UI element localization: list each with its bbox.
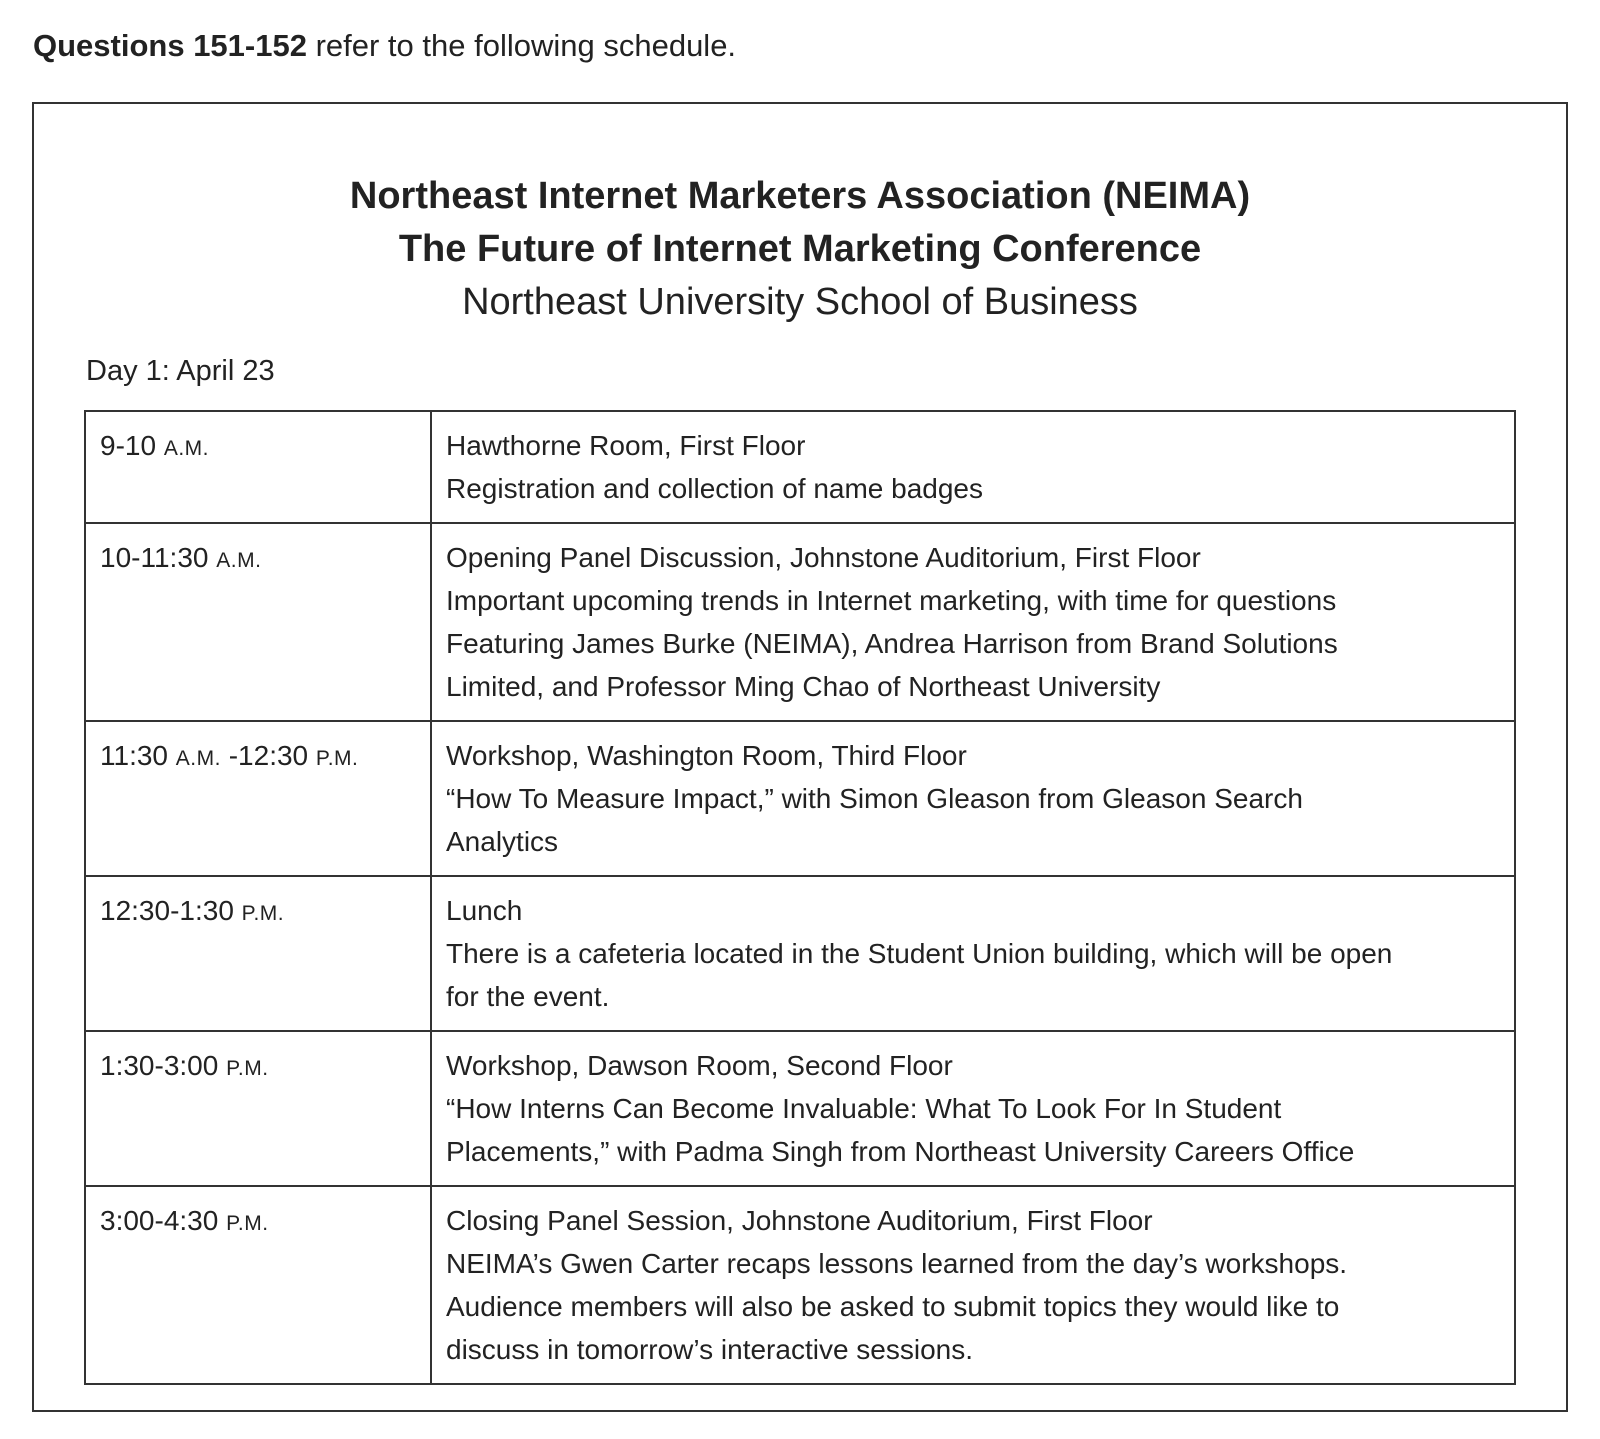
schedule-row [85, 876, 1515, 1031]
schedule-frame [32, 102, 1568, 1412]
time-value: 9-10 [100, 430, 157, 461]
schedule-row [85, 411, 1515, 523]
time-value: 1:30-3:00 [100, 1050, 219, 1081]
time-value: 12:30-1:30 [100, 895, 234, 926]
event-line: Audience members will also be asked to submit topics they would like to [446, 1291, 1340, 1322]
schedule-row [85, 1031, 1515, 1186]
schedule-row [85, 523, 1515, 721]
time-period: P.M. [226, 1057, 269, 1080]
time-period: A.M. [175, 747, 221, 770]
event-line: “How Interns Can Become Invaluable: What To Look For In Student [446, 1093, 1282, 1124]
event-cell [431, 411, 1515, 523]
time-value: -12:30 [228, 740, 309, 771]
time-cell [85, 876, 431, 1031]
event-line: Closing Panel Session, Johnstone Auditorium, First Floor [446, 1205, 1153, 1236]
event-line: Featuring James Burke (NEIMA), Andrea Harrison from Brand Solutions [446, 628, 1338, 659]
event-cell [431, 876, 1515, 1031]
time-value: 3:00-4:30 [100, 1205, 219, 1236]
question-intro-text: refer to the following schedule. [306, 28, 737, 63]
event-cell [431, 523, 1515, 721]
event-cell [431, 1031, 1515, 1186]
schedule-heading [34, 170, 1566, 329]
venue-title: Northeast University School of Business [462, 281, 1138, 323]
time-cell [85, 721, 431, 876]
event-line: Opening Panel Discussion, Johnstone Auditorium, First Floor [446, 542, 1201, 573]
time-cell [85, 1186, 431, 1384]
time-value: 10-11:30 [100, 542, 209, 573]
time-value: 11:30 [100, 740, 168, 771]
schedule-table [84, 410, 1516, 1385]
conference-title: The Future of Internet Marketing Conference [398, 228, 1202, 270]
event-cell [431, 721, 1515, 876]
schedule-row [85, 721, 1515, 876]
time-period: P.M. [315, 747, 359, 770]
day-label: Day 1: April 23 [86, 355, 275, 387]
organization-title: Northeast Internet Marketers Association (NEIMA) [349, 175, 1251, 217]
event-line: Lunch [446, 895, 523, 926]
time-period: A.M. [216, 549, 262, 572]
event-line: Limited, and Professor Ming Chao of Northeast University [446, 671, 1161, 702]
event-cell [431, 1186, 1515, 1384]
schedule-row [85, 1186, 1515, 1384]
event-line: Registration and collection of name badges [446, 473, 984, 504]
question-range: Questions 151-152 [33, 28, 307, 63]
question-intro [33, 26, 736, 66]
event-line: for the event. [446, 981, 610, 1012]
time-period: P.M. [241, 902, 285, 925]
time-period: A.M. [163, 437, 209, 460]
time-cell [85, 411, 431, 523]
event-line: Placements,” with Padma Singh from Northeast University Careers Office [446, 1136, 1355, 1167]
event-line: There is a cafeteria located in the Student Union building, which will be open [446, 938, 1393, 969]
event-line: Important upcoming trends in Internet marketing, with time for questions [446, 585, 1337, 616]
event-line: Analytics [446, 826, 559, 857]
event-line: NEIMA’s Gwen Carter recaps lessons learned from the day’s workshops. [446, 1248, 1348, 1279]
time-cell [85, 1031, 431, 1186]
time-period: P.M. [226, 1212, 269, 1235]
event-line: Workshop, Dawson Room, Second Floor [446, 1050, 953, 1081]
event-line: discuss in tomorrow’s interactive sessions. [446, 1334, 974, 1365]
schedule-body [85, 411, 1515, 1384]
time-cell [85, 523, 431, 721]
event-line: Hawthorne Room, First Floor [446, 430, 806, 461]
event-line: “How To Measure Impact,” with Simon Gleason from Gleason Search [446, 783, 1303, 814]
event-line: Workshop, Washington Room, Third Floor [446, 740, 967, 771]
